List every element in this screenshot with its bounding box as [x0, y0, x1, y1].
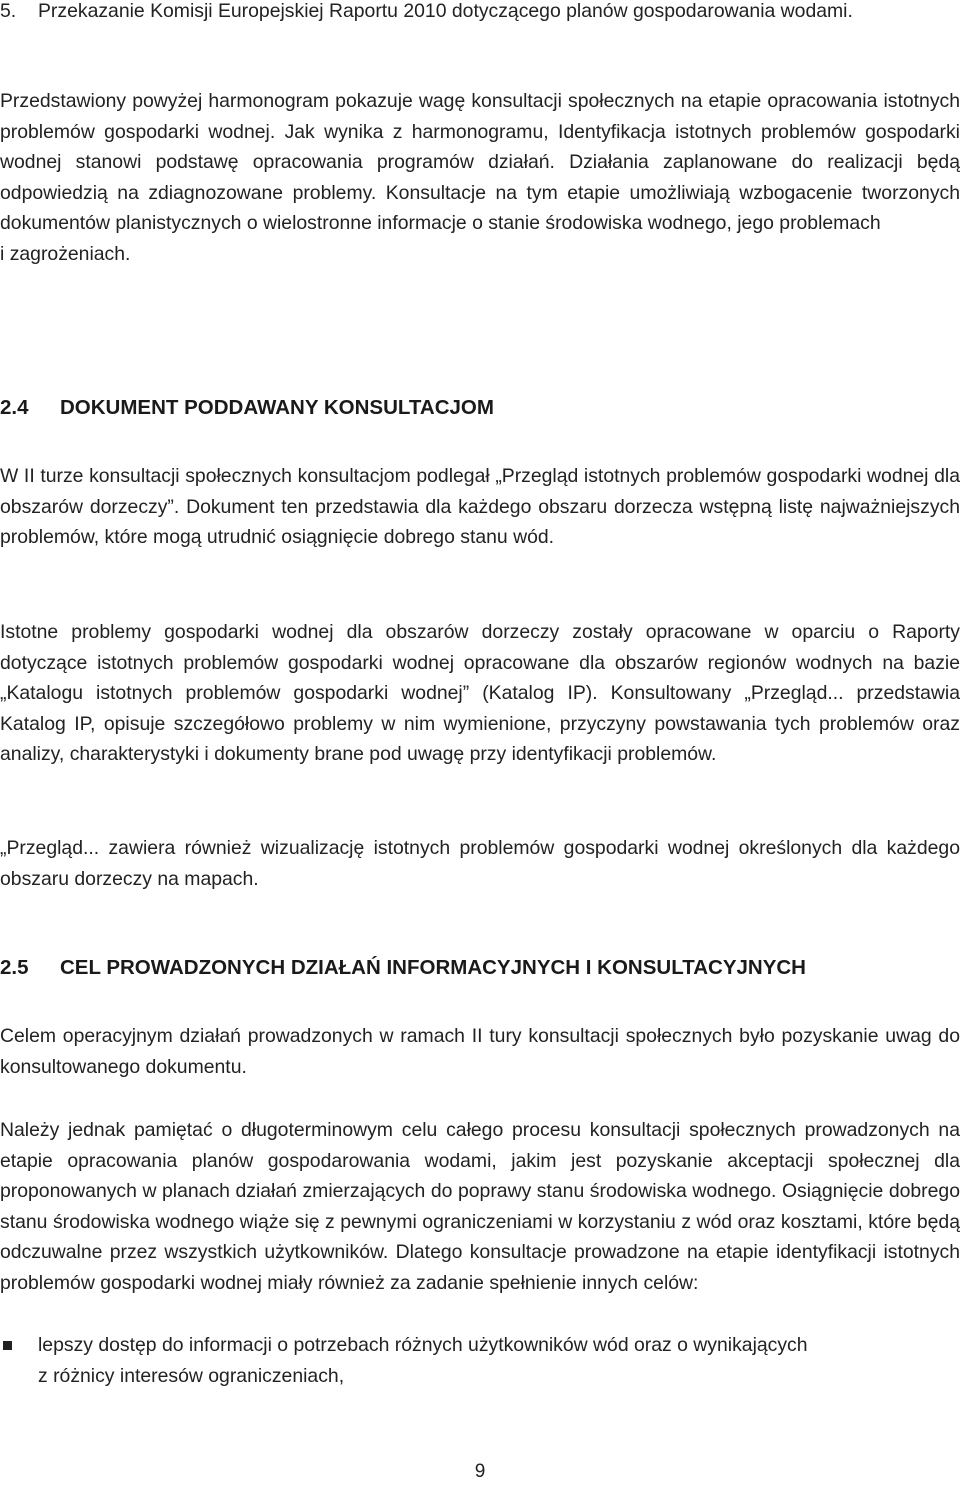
paragraph-text: Przedstawiony powyżej harmonogram pokazuje wagę konsultacji społecznych na etapie opracowania istotnych problemów gospodarki wodnej. Jak wynika z harmonogramu, Identyfikacja istotnych problemów gospodarki wodnej stanowi podstawę opracowania programów działań. Działania zaplanowane do realizacji będą odpowiedzią na zdiagnozowane problemy. Konsultacje na tym etapie umożliwiają wzbogacenie tworzonych dokumentów planistycznych o wielostronne informacje o stanie środowiska wodnego, jego problemach [0, 90, 960, 235]
section-title: CEL PROWADZONYCH DZIAŁAŃ INFORMACYJNYCH I KONSULTACYJNYCH [60, 956, 806, 979]
section-heading-2-5 [0, 953, 806, 983]
paragraph-last-line: i zagrożeniach. [0, 242, 131, 265]
bullet-line-1: lepszy dostęp do informacji o potrzebach różnych użytkowników wód oraz o wynikających [38, 1334, 808, 1356]
section-number: 2.5 [0, 956, 29, 979]
bullet-line-2: z różnicy interesów ograniczeniach, [38, 1364, 345, 1387]
paragraph-wizualizacja [0, 833, 960, 894]
section-number: 2.4 [0, 396, 29, 419]
paragraph-text: Istotne problemy gospodarki wodnej dla obszarów dorzeczy zostały opracowane w oparciu o Raporty dotyczące istotnych problemów gospodarki wodnej opracowane dla obszarów regionów wodnych na bazie „Katalogu istotnych problemów gospodarki wodnej” (Katalog IP). Konsultowany „Przegląd... przedstawia Katalog IP, opisuje szczegółowo problemy w nim wymienione, przyczyny powstawania tych problemów oraz analizy, charakterystyki i dokumenty brane pod uwagę przy identyfikacji problemów. [0, 621, 960, 766]
paragraph-cel-dlugoterminowy [0, 1115, 960, 1299]
item-text: Przekazanie Komisji Europejskiej Raportu 2010 dotyczącego planów gospodarowania wodami. [38, 0, 853, 22]
paragraph-text: Należy jednak pamiętać o długoterminowym celu całego procesu konsultacji społecznych prowadzonych na etapie opracowania planów gospodarowania wodami, jakim jest pozyskanie akceptacji społecznej dla proponowanych w planach działań zmierzających do poprawy stanu środowiska wodnego. Osiągnięcie dobrego stanu środowiska wodnego wiąże się z pewnymi ograniczeniami w korzystaniu z wód oraz kosztami, które będą odczuwalne przez wszystkich użytkowników. Dlatego konsultacje prowadzone na etapie identyfikacji istotnych problemów gospodarki wodnej miały również za zadanie spełnienie innych celów: [0, 1119, 960, 1294]
paragraph-text: „Przegląd... zawiera również wizualizację istotnych problemów gospodarki wodnej określonych dla każdego obszaru dorzeczy na mapach. [0, 837, 960, 890]
section-heading-2-4 [0, 393, 494, 423]
item-number: 5. [0, 0, 17, 22]
bullet-list-item [0, 1330, 960, 1391]
paragraph-istotne-problemy [0, 617, 960, 770]
paragraph-text: W II turze konsultacji społecznych konsultacjom podlegał „Przegląd istotnych problemów gospodarki wodnej dla obszarów dorzeczy”. Dokument ten przedstawia dla każdego obszaru dorzecza wstępną listę najważniejszych problemów, które mogą utrudnić osiągnięcie dobrego stanu wód. [0, 465, 960, 549]
numbered-item-5 [0, 0, 960, 27]
paragraph-text: Celem operacyjnym działań prowadzonych w ramach II tury konsultacji społecznych było pozyskanie uwag do konsultowanego dokumentu. [0, 1025, 960, 1078]
paragraph-cel-operacyjny [0, 1021, 960, 1082]
paragraph-przeglad-intro [0, 461, 960, 553]
page-number: 9 [474, 1461, 486, 1482]
section-title: DOKUMENT PODDAWANY KONSULTACJOM [60, 396, 494, 419]
square-bullet-icon [3, 1341, 12, 1350]
paragraph-harmonogram [0, 86, 960, 270]
